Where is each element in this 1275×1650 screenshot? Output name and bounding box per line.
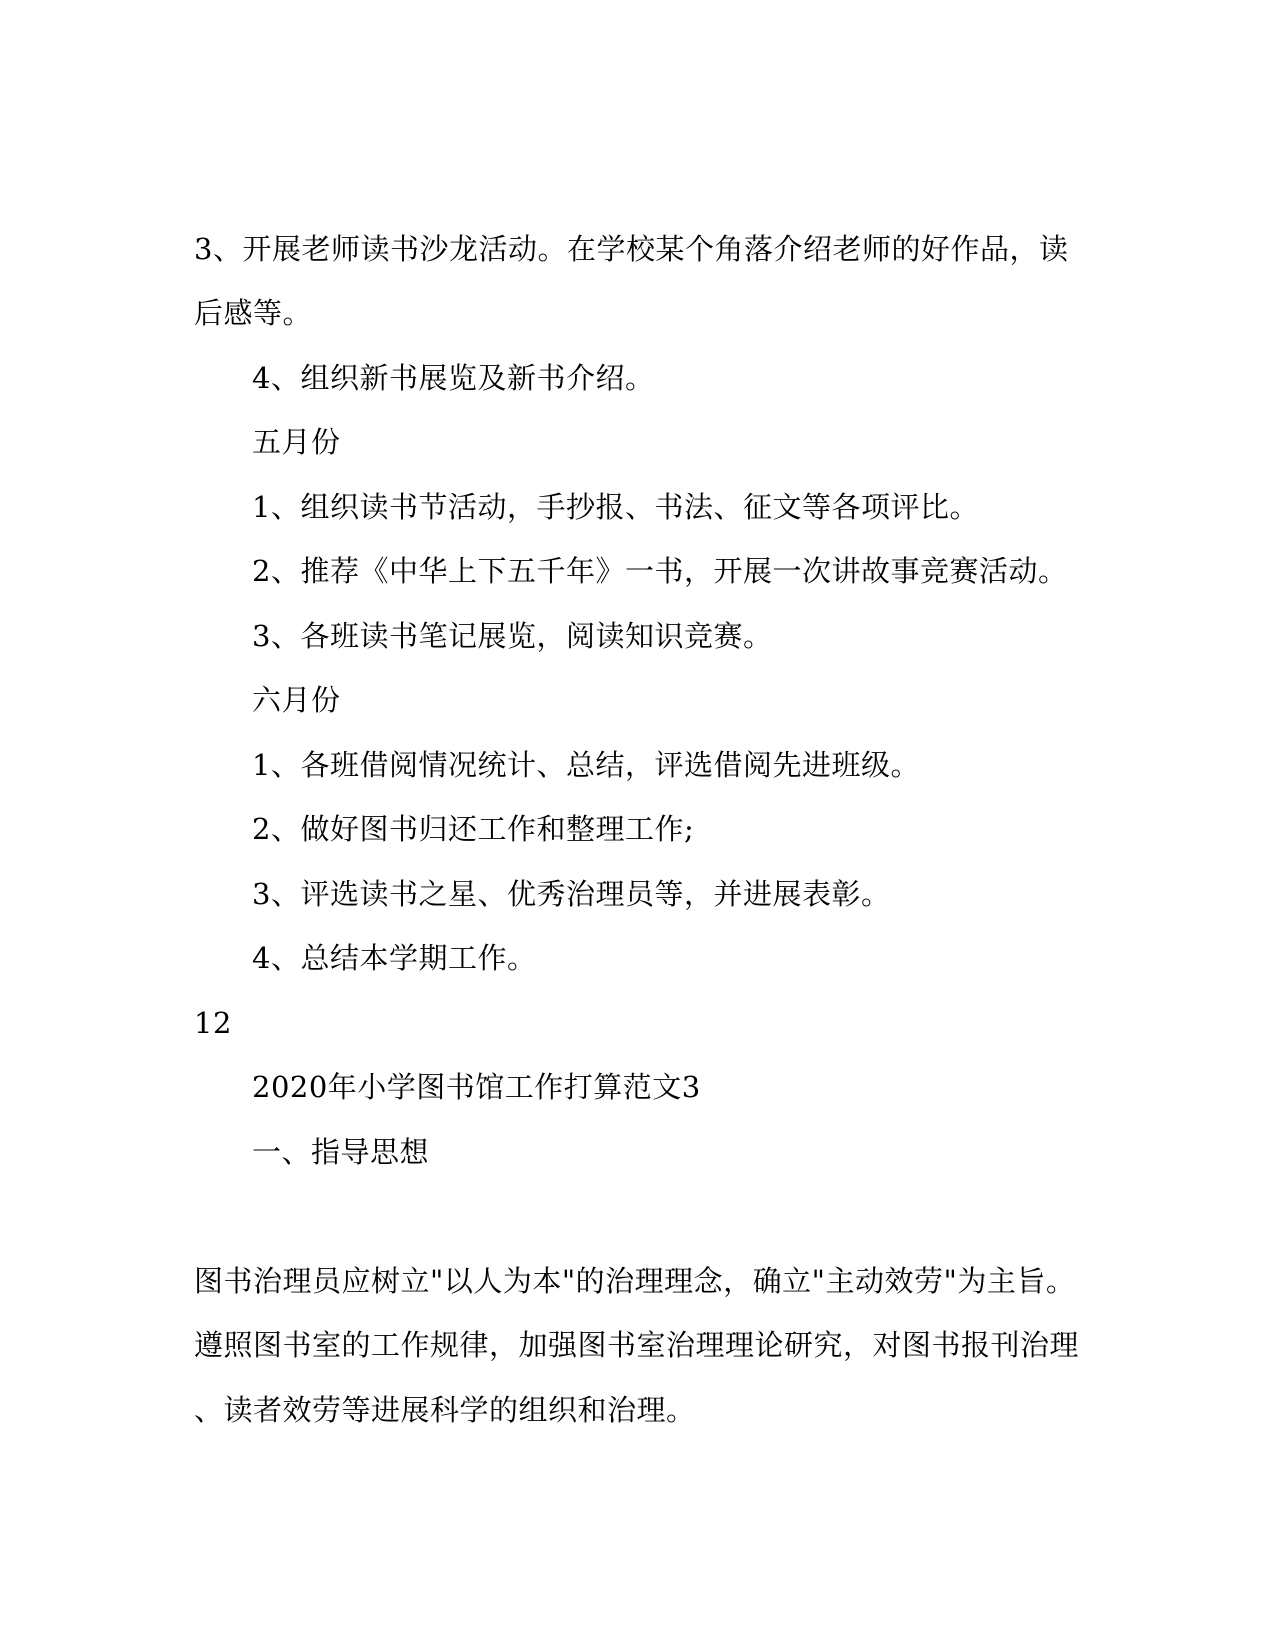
list-item: 1、组织读书节活动，手抄报、书法、征文等各项评比。 (252, 490, 979, 524)
article-title: 2020年小学图书馆工作打算范文3 (252, 1070, 701, 1104)
list-item: 4、组织新书展览及新书介绍。 (252, 361, 655, 395)
section-heading-june: 六月份 (252, 683, 341, 717)
list-item: 2、做好图书归还工作和整理工作; (252, 812, 695, 846)
paragraph-line: 遵照图书室的工作规律，加强图书室治理理论研究，对图书报刊治理 (194, 1328, 1080, 1362)
section-heading-may: 五月份 (252, 425, 341, 459)
list-item: 4、总结本学期工作。 (252, 941, 537, 975)
paragraph-line: 3、开展老师读书沙龙活动。在学校某个角落介绍老师的好作品，读 (194, 232, 1069, 266)
paragraph-line: 后感等。 (194, 296, 313, 330)
page-number: 12 (194, 1006, 232, 1040)
section-heading-guiding-ideology: 一、指导思想 (252, 1135, 430, 1169)
list-item: 3、各班读书笔记展览，阅读知识竞赛。 (252, 619, 773, 653)
paragraph-line: 、读者效劳等进展科学的组织和治理。 (194, 1393, 696, 1427)
paragraph-line: 图书治理员应树立"以人为本"的治理理念，确立"主动效劳"为主旨。 (194, 1264, 1076, 1298)
list-item: 2、推荐《中华上下五千年》一书，开展一次讲故事竞赛活动。 (252, 554, 1068, 588)
list-item: 3、评选读书之星、优秀治理员等，并进展表彰。 (252, 877, 891, 911)
list-item: 1、各班借阅情况统计、总结，评选借阅先进班级。 (252, 748, 920, 782)
